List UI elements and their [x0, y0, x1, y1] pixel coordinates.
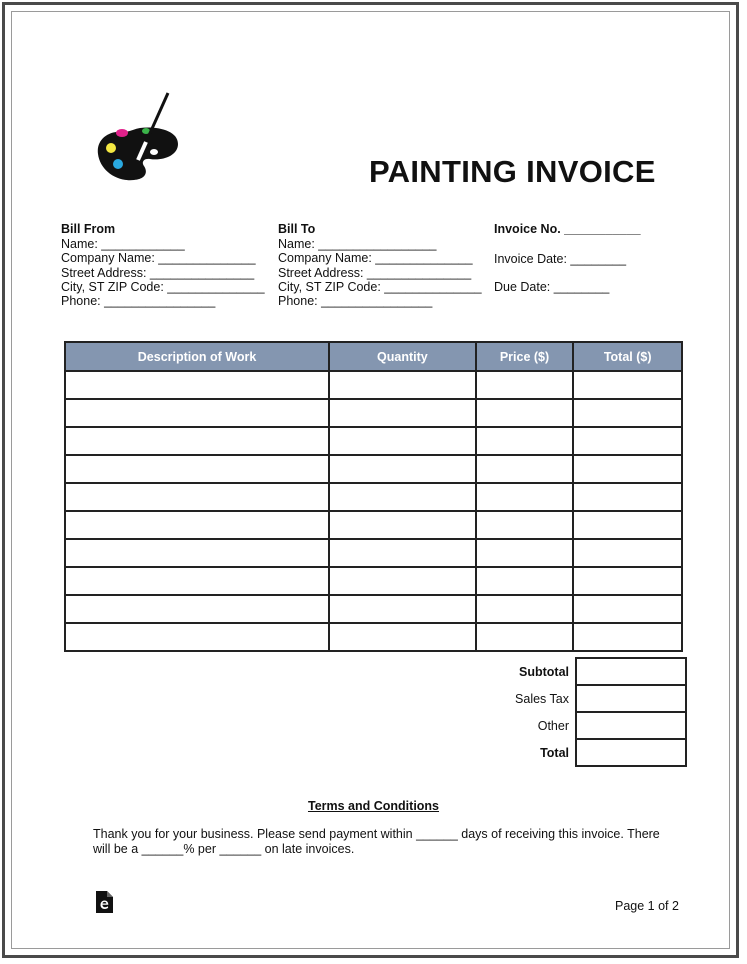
bill-from-city: City, ST ZIP Code: ______________ — [61, 279, 265, 294]
description-cell[interactable] — [65, 427, 329, 455]
description-cell[interactable] — [65, 595, 329, 623]
page-title: PAINTING INVOICE — [369, 154, 656, 189]
totals-table — [472, 657, 687, 767]
terms-heading: Terms and Conditions — [307, 799, 440, 813]
total-cell[interactable] — [573, 371, 682, 399]
total-cell[interactable] — [573, 511, 682, 539]
other-field[interactable] — [576, 712, 686, 739]
total-cell[interactable] — [573, 595, 682, 623]
price-cell[interactable] — [476, 511, 574, 539]
table-row — [65, 623, 682, 651]
description-cell[interactable] — [65, 511, 329, 539]
total-cell[interactable] — [573, 399, 682, 427]
column-header-quantity: Quantity — [329, 342, 476, 371]
total-cell[interactable] — [573, 483, 682, 511]
palette-logo-icon — [94, 90, 184, 186]
total-cell[interactable] — [573, 455, 682, 483]
price-cell[interactable] — [476, 455, 574, 483]
table-row — [65, 511, 682, 539]
bill-from-phone: Phone: ________________ — [61, 294, 216, 309]
sales-tax-row — [472, 685, 686, 712]
description-cell[interactable] — [65, 483, 329, 511]
column-header-total: Total ($) — [573, 342, 682, 371]
subtotal-label: Subtotal — [519, 664, 569, 679]
bill-to-phone: Phone: ________________ — [278, 294, 433, 309]
table-row — [65, 427, 682, 455]
bill-to-company: Company Name: ______________ — [278, 251, 473, 266]
total-cell[interactable] — [573, 567, 682, 595]
sales-tax-label: Sales Tax — [515, 691, 569, 706]
bill-to-city: City, ST ZIP Code: ______________ — [278, 279, 482, 294]
quantity-cell[interactable] — [329, 483, 476, 511]
table-row — [65, 539, 682, 567]
table-row — [65, 483, 682, 511]
total-cell[interactable] — [573, 539, 682, 567]
quantity-cell[interactable] — [329, 539, 476, 567]
subtotal-row — [472, 658, 686, 685]
description-cell[interactable] — [65, 623, 329, 651]
price-cell[interactable] — [476, 623, 574, 651]
bill-from-street: Street Address: _______________ — [61, 265, 255, 280]
table-row — [65, 567, 682, 595]
price-cell[interactable] — [476, 567, 574, 595]
column-header-price: Price ($) — [476, 342, 574, 371]
bill-to-name: Name: _________________ — [278, 237, 437, 252]
table-row — [65, 371, 682, 399]
document-brand-icon — [96, 891, 113, 913]
quantity-cell[interactable] — [329, 595, 476, 623]
table-row — [65, 455, 682, 483]
price-cell[interactable] — [476, 595, 574, 623]
bill-to-heading: Bill To — [278, 222, 316, 236]
price-cell[interactable] — [476, 371, 574, 399]
description-cell[interactable] — [65, 455, 329, 483]
table-row — [65, 595, 682, 623]
quantity-cell[interactable] — [329, 371, 476, 399]
table-header-row — [65, 342, 682, 371]
terms-text: Thank you for your business. Please send payment within ______ days of receiving this invoice. There will be a ______% per ______ on late invoices. — [93, 827, 660, 856]
total-cell[interactable] — [573, 427, 682, 455]
bill-from-block — [61, 222, 265, 308]
quantity-cell[interactable] — [329, 455, 476, 483]
bill-from-heading: Bill From — [61, 222, 116, 236]
total-row — [472, 739, 686, 766]
bill-to-block — [278, 222, 482, 308]
page-number: Page 1 of 2 — [615, 899, 679, 913]
line-items-table — [64, 341, 683, 652]
invoice-number: Invoice No. ___________ — [494, 222, 641, 236]
price-cell[interactable] — [476, 483, 574, 511]
invoice-date: Invoice Date: ________ — [494, 252, 627, 266]
column-header-description: Description of Work — [65, 342, 329, 371]
price-cell[interactable] — [476, 399, 574, 427]
description-cell[interactable] — [65, 399, 329, 427]
price-cell[interactable] — [476, 539, 574, 567]
other-row — [472, 712, 686, 739]
quantity-cell[interactable] — [329, 427, 476, 455]
total-cell[interactable] — [573, 623, 682, 651]
quantity-cell[interactable] — [329, 399, 476, 427]
description-cell[interactable] — [65, 567, 329, 595]
description-cell[interactable] — [65, 539, 329, 567]
total-label: Total — [540, 745, 569, 760]
quantity-cell[interactable] — [329, 567, 476, 595]
other-label: Other — [537, 718, 569, 733]
due-date: Due Date: ________ — [494, 280, 610, 294]
bill-from-company: Company Name: ______________ — [61, 251, 256, 266]
bill-from-name: Name: ____________ — [61, 237, 185, 252]
description-cell[interactable] — [65, 371, 329, 399]
sales-tax-field[interactable] — [576, 685, 686, 712]
quantity-cell[interactable] — [329, 511, 476, 539]
total-field[interactable] — [576, 739, 686, 766]
subtotal-field[interactable] — [576, 658, 686, 685]
price-cell[interactable] — [476, 427, 574, 455]
quantity-cell[interactable] — [329, 623, 476, 651]
table-row — [65, 399, 682, 427]
bill-to-street: Street Address: _______________ — [278, 265, 472, 280]
